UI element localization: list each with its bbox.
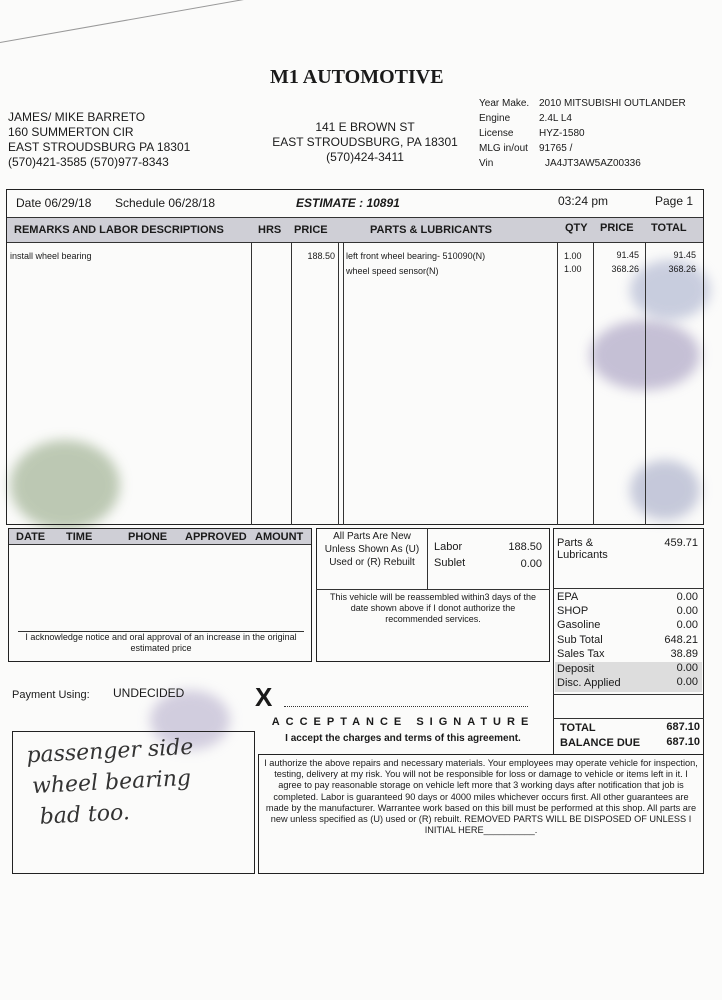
estimate-date: Date 06/29/18 xyxy=(16,196,92,210)
engine: 2.4L L4 xyxy=(539,113,572,124)
approval-acknowledgement: I acknowledge notice and oral approval of an increase in the original estimated price xyxy=(25,632,297,653)
parts-note: All Parts Are New Unless Shown As (U) Used or (R) Rebuilt xyxy=(324,531,420,568)
part-price: 91.45 xyxy=(616,250,639,260)
column-divider xyxy=(338,243,339,525)
shop-city: EAST STROUDSBURG, PA 18301 xyxy=(272,135,458,149)
subtotal-value: 648.21 xyxy=(664,634,698,646)
estimate-page: Page 1 xyxy=(655,194,694,208)
gasoline-label: Gasoline xyxy=(557,619,601,631)
total-label: TOTAL xyxy=(560,722,596,734)
customer-phones: (570)421-3585 (570)977-8343 xyxy=(8,155,169,169)
handwritten-line: passenger side xyxy=(25,734,194,769)
total-value: 687.10 xyxy=(666,721,700,733)
handwritten-line: wheel bearing xyxy=(31,765,192,800)
parts-lubricants-label: Parts & Lubricants xyxy=(557,537,608,561)
header-qty: QTY xyxy=(565,222,588,234)
year-make: 2010 MITSUBISHI OUTLANDER xyxy=(539,98,686,109)
column-divider xyxy=(291,243,292,525)
header-part-price: PRICE xyxy=(600,222,634,234)
approval-time-label: TIME xyxy=(66,531,93,543)
deposit-label: Deposit xyxy=(557,663,595,675)
column-divider xyxy=(557,243,558,525)
labor-description: install wheel bearing xyxy=(10,251,92,261)
header-remarks: REMARKS AND LABOR DESCRIPTIONS xyxy=(14,224,224,236)
signature-title: ACCEPTANCE SIGNATURE xyxy=(271,716,535,728)
deposit-value: 0.00 xyxy=(676,662,698,674)
epa-value: 0.00 xyxy=(676,591,698,603)
part-total: 368.26 xyxy=(668,264,696,274)
payment-label: Payment Using: xyxy=(12,689,90,701)
handwritten-line: bad too. xyxy=(39,800,131,830)
header-hrs: HRS xyxy=(258,224,282,236)
customer-city: EAST STROUDSBURG PA 18301 xyxy=(8,140,191,154)
labor-sublet-divider xyxy=(427,528,428,589)
part-price: 368.26 xyxy=(611,264,639,274)
shop-label: SHOP xyxy=(557,605,589,617)
customer-block xyxy=(8,110,190,170)
subtotal-label: Sub Total xyxy=(557,634,603,646)
gasoline-value: 0.00 xyxy=(676,619,698,631)
vin: JA4JT3AW5AZ00336 xyxy=(545,158,641,169)
sublet-total: 0.00 xyxy=(520,558,542,570)
customer-name: JAMES/ MIKE BARRETO xyxy=(8,110,146,124)
labor-sublet-divider xyxy=(316,589,550,590)
part-total: 91.45 xyxy=(673,250,696,260)
signature-subtitle: I accept the charges and terms of this agreement. xyxy=(285,733,521,744)
license-label: License xyxy=(479,128,514,139)
approval-amount-label: AMOUNT xyxy=(255,531,304,543)
shop-address xyxy=(260,120,470,165)
approval-approved-label: APPROVED xyxy=(185,531,247,543)
sales-tax-label: Sales Tax xyxy=(557,648,605,660)
part-description: left front wheel bearing- 510090(N) xyxy=(346,251,486,261)
column-divider xyxy=(593,243,594,525)
scan-edge-line xyxy=(0,0,266,43)
labor-total: 188.50 xyxy=(508,541,542,553)
approval-date-label: DATE xyxy=(16,531,46,543)
epa-label: EPA xyxy=(557,591,579,603)
header-price: PRICE xyxy=(294,224,328,236)
signature-line xyxy=(284,706,528,707)
totals-divider xyxy=(553,718,704,719)
sublet-label: Sublet xyxy=(434,557,466,569)
mileage: 91765 / xyxy=(539,143,573,154)
estimate-schedule: Schedule 06/28/18 xyxy=(115,196,216,210)
authorization-text: I authorize the above repairs and necessary materials. Your employees may operate vehicle for inspection, testing, delivery at my risk. You will not be responsible for loss or damage to vehicle or items left in it. I agree to pay reasonable storage on vehicle left more that 3 working days after notification that job is completed. Labor is guaranteed 90 days or 4000 miles whichever occurs first. All other guarantees are made by the manufacturer. Warrantee work based on this bill must be performed at this shop. All parts are new unless specified as (U) used or (R) rebuilt. REMOVED PARTS WILL BE DISPOSED OF UNLESS I INITIAL HERE__________. xyxy=(264,758,698,836)
payment-value: UNDECIDED xyxy=(113,686,185,700)
part-description: wheel speed sensor(N) xyxy=(346,266,439,276)
labor-price: 188.50 xyxy=(307,251,335,261)
discount-label: Disc. Applied xyxy=(557,677,621,689)
balance-due-value: 687.10 xyxy=(666,736,700,748)
header-parts: PARTS & LUBRICANTS xyxy=(370,224,493,236)
engine-label: Engine xyxy=(479,113,511,124)
totals-divider xyxy=(553,694,704,695)
vin-label: Vin xyxy=(479,158,494,169)
totals-divider xyxy=(553,588,704,589)
column-divider xyxy=(645,243,646,525)
mlg-label: MLG in/out xyxy=(479,143,528,154)
sales-tax-value: 38.89 xyxy=(670,648,698,660)
estimate-time: 03:24 pm xyxy=(558,194,609,208)
part-qty: 1.00 xyxy=(564,251,582,261)
shop-value: 0.00 xyxy=(676,605,698,617)
shop-name: M1 AUTOMOTIVE xyxy=(270,66,444,88)
header-total: TOTAL xyxy=(651,222,687,234)
parts-lubricants-value: 459.71 xyxy=(664,537,698,549)
column-divider xyxy=(343,243,344,525)
discount-value: 0.00 xyxy=(676,676,698,688)
year-make-label: Year Make. xyxy=(479,98,530,109)
signature-x-mark: X xyxy=(255,682,273,712)
part-qty: 1.00 xyxy=(564,264,582,274)
approval-phone-label: PHONE xyxy=(128,531,168,543)
balance-due-label: BALANCE DUE xyxy=(560,737,641,749)
labor-label: Labor xyxy=(434,541,463,553)
license: HYZ-1580 xyxy=(539,128,585,139)
reassembly-note: This vehicle will be reassembled within3 days of the date shown above if I donot authorize the recommended services. xyxy=(329,592,537,624)
shop-phone: (570)424-3411 xyxy=(326,150,404,164)
shop-street: 141 E BROWN ST xyxy=(315,120,415,134)
estimate-number: ESTIMATE : 10891 xyxy=(296,196,400,210)
vehicle-block xyxy=(479,96,686,171)
customer-street: 160 SUMMERTON CIR xyxy=(8,125,134,139)
handwritten-note xyxy=(26,732,198,834)
column-divider xyxy=(251,243,252,525)
